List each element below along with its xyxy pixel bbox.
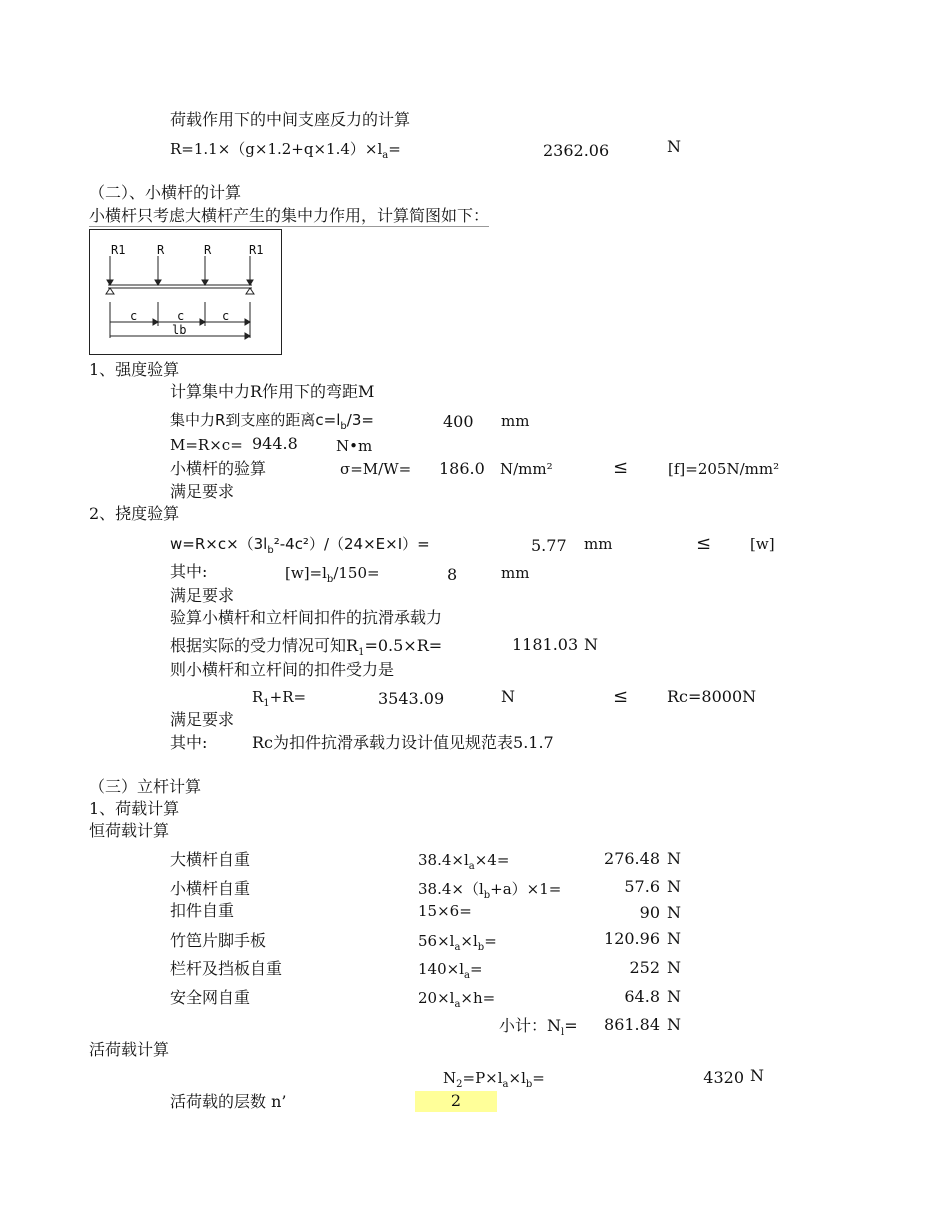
sigma-unit: N/mm² [500,460,553,478]
reaction-value: 2362.06 [543,141,610,160]
arrow-head-4 [247,280,253,285]
dim-arrow-4 [245,333,250,339]
sum-label: $R_1+R=$ [252,688,307,709]
deflection-limit: [w] [750,535,775,553]
strength-limit: [f]=205N/mm² [668,460,780,478]
slip-note-text: Rc为扣件抗滑承载力设计值见规范表5.1.7 [252,733,554,752]
label-r-2: R [204,243,212,257]
dead-row-unit: N [667,877,681,896]
dead-row-formula: $140\times l_a=$ [418,960,483,981]
dead-row-value: 90 [639,903,660,922]
moment-heading: 计算集中力R作用下的弯距M [170,382,375,401]
label-lb: lb [172,323,187,337]
leq-symbol-1: ≤ [613,457,629,478]
sum-value: 3543.09 [378,689,445,708]
distance-unit: mm [501,412,530,430]
dead-row-formula: $56\times l_a\times l_b=$ [418,932,497,953]
check-label: 小横杆的验算 [170,459,267,478]
w-value: 8 [447,565,458,584]
dead-row-unit: N [667,958,681,977]
dead-row-value: 252 [629,958,660,977]
deflection-result: 满足要求 [170,586,235,605]
w-unit: mm [501,564,530,582]
dead-row-value: 276.48 [604,849,660,868]
dead-row-name: 栏杆及挡板自重 [170,959,283,978]
dim-arrow-3 [245,319,250,325]
arrow-head-3 [202,280,208,285]
dead-row-formula: $20\times l_a\times h=$ [418,989,496,1010]
dead-row-name: 竹笆片脚手板 [170,931,267,950]
force-heading: 则小横杆和立杆间的扣件受力是 [170,660,395,679]
dead-row-unit: N [667,849,681,868]
support-right [246,288,254,294]
dead-row-name: 小横杆自重 [170,879,251,898]
dead-row-value: 64.8 [624,987,660,1006]
r1-unit: N [584,635,598,654]
dim-arrow-2 [200,319,205,325]
leq-symbol-3: ≤ [613,686,629,707]
subtotal-label: 小计：$N_l=$ [499,1016,578,1039]
dead-row-value: 120.96 [604,929,660,948]
dead-row-unit: N [667,929,681,948]
deflection-title: 2、挠度验算 [89,504,180,523]
dead-title: 恒荷载计算 [89,821,170,840]
distance-label: 集中力R到支座的距离$c=l_b/3=$ [170,411,374,432]
section3-title: （三）立杆计算 [89,777,202,796]
strength-result: 满足要求 [170,482,235,501]
floors-input-cell[interactable]: 2 [415,1091,497,1112]
dead-row-name: 安全网自重 [170,988,251,1007]
live-formula: $N_2=P\times l_a\times l_b=$ [443,1069,545,1090]
support-left [106,288,114,294]
m-unit: N•m [336,437,373,455]
leq-symbol-2: ≤ [696,533,712,554]
r1-label: 根据实际的受力情况可知$R_1=0.5\times R=$ [170,636,443,659]
r1-value: 1181.03 [512,635,579,654]
deflection-where: 其中: [170,562,208,581]
label-r1-left: R1 [111,243,126,257]
deflection-formula: $w=R\times c\times(3l_b^2-4c^2)/(24\times E\times I)=$ [170,535,430,556]
w-formula: $[w]=l_b/150=$ [285,564,380,585]
dead-row-value: 57.6 [624,877,660,896]
slip-note-label: 其中: [170,733,208,752]
arrow-head-2 [155,280,161,285]
m-value: 944.8 [252,434,298,453]
subtotal-value: 861.84 [604,1015,660,1034]
deflection-value: 5.77 [531,536,567,555]
dim-arrow-1 [153,319,158,325]
label-c-1: c [130,309,138,323]
sigma-value: 186.0 [439,459,485,478]
sum-unit: N [501,687,515,706]
section2-title: （二）、小横杆的计算 [89,183,242,202]
live-unit: N [750,1066,764,1085]
strength-title: 1、强度验算 [89,360,180,379]
dead-row-unit: N [667,987,681,1006]
dead-row-formula: $38.4\times l_a\times 4=$ [418,851,510,872]
reaction-formula: $R=1.1\times(g\times 1.2+q\times 1.4)\times l_a=$ [170,140,401,161]
section2-intro: 小横杆只考虑大横杆产生的集中力作用，计算简图如下： [89,206,490,225]
distance-value: 400 [443,412,474,431]
live-title: 活荷载计算 [89,1040,170,1059]
dead-row-unit: N [667,903,681,922]
beam-diagram-svg [90,230,283,356]
live-value: 4320 [703,1068,744,1087]
m-formula: M=R×c= [170,436,243,454]
label-r1-right: R1 [249,243,264,257]
dead-row-name: 扣件自重 [170,901,235,920]
label-c-2: c [177,309,185,323]
subtotal-unit: N [667,1015,681,1034]
load-title: 1、荷载计算 [89,799,180,818]
slip-limit: Rc=8000N [667,687,757,706]
arrow-head-1 [107,280,113,285]
deflection-unit: mm [584,535,613,553]
slip-heading: 验算小横杆和立杆间扣件的抗滑承载力 [170,608,443,627]
label-c-3: c [222,309,230,323]
sigma-formula: σ=M/W= [340,460,412,478]
reaction-unit: N [667,137,681,156]
dead-row-name: 大横杆自重 [170,850,251,869]
dead-row-formula: 15×6= [418,902,472,920]
dead-row-formula: $38.4\times(l_b+a)\times 1=$ [418,880,562,901]
slip-result: 满足要求 [170,710,235,729]
beam-diagram [89,229,282,355]
label-r-1: R [157,243,165,257]
reaction-heading: 荷载作用下的中间支座反力的计算 [170,110,411,129]
floors-label: 活荷载的层数 n’ [170,1092,287,1111]
